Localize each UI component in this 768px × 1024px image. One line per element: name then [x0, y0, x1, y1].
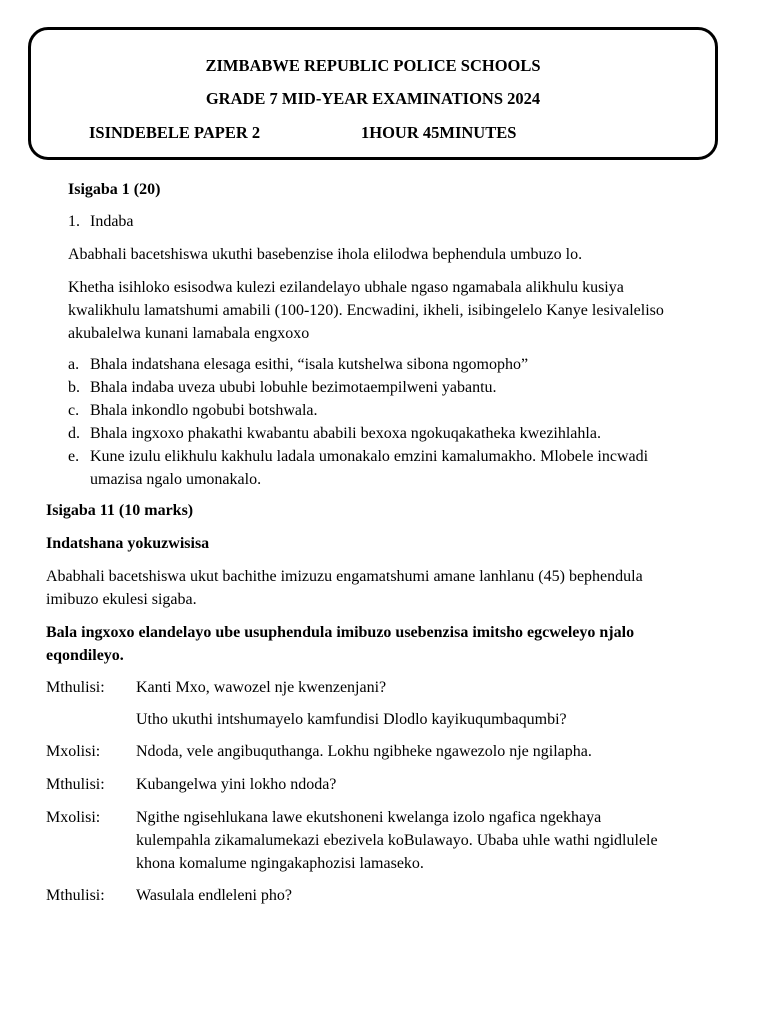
option-letter: e. — [68, 448, 80, 465]
section1-paragraph-line: Khetha isihloko esisodwa kulezi ezilandelayo ubhale ngaso ngamabala alikhulu kusiya — [68, 279, 624, 296]
question-number: 1. — [68, 213, 80, 230]
option-letter: a. — [68, 356, 80, 373]
section1-paragraph-line: kwalikhulu lamatshumi amabili (100-120). Encwadini, ikheli, isibingelelo Kanye lesivaleliso — [68, 302, 664, 319]
dialogue-speaker: Mxolisi: — [46, 743, 101, 760]
option-letter: d. — [68, 425, 80, 442]
option-text: Bhala indatshana elesaga esithi, “isala kutshelwa sibona ngomopho” — [90, 356, 529, 373]
exam-duration: 1HOUR 45MINUTES — [361, 123, 517, 142]
dialogue-line: Utho ukuthi intshumayelo kamfundisi Dlodlo kayikuqumbaqumbi? — [136, 711, 567, 728]
option-text: Bhala ingxoxo phakathi kwabantu ababili bexoxa ngokuqakatheka kwezihlahla. — [90, 425, 601, 442]
dialogue-line: Ngithe ngisehlukana lawe ekutshoneni kwelanga izolo ngafica ngekhaya — [136, 809, 602, 826]
option-text: umazisa ngalo umonakalo. — [90, 471, 262, 488]
dialogue-speaker: Mthulisi: — [46, 679, 105, 696]
dialogue-speaker: Mxolisi: — [46, 809, 101, 826]
dialogue-speaker: Mthulisi: — [46, 887, 105, 904]
dialogue-line: kulempahla zikamalumekazi ebezivela koBulawayo. Ubaba uhle wathi ngidlulele — [136, 832, 658, 849]
section2-title: Isigaba 11 (10 marks) — [46, 502, 194, 519]
option-letter: c. — [68, 402, 80, 419]
question-title: Indaba — [90, 213, 134, 230]
option-text: Bhala indaba uveza ububi lobuhle bezimotaempilweni yabantu. — [90, 379, 497, 396]
dialogue-line: Wasulala endleleni pho? — [136, 887, 292, 904]
section1-instruction: Ababhali bacetshiswa ukuthi basebenzise ihola elilodwa bephendula umbuzo lo. — [68, 246, 583, 263]
reading-instruction-line: Bala ingxoxo elandelayo ube usuphendula imibuzo usebenzisa imitsho egcweleyo njalo — [46, 624, 635, 641]
section2-instruction-line: Ababhali bacetshiswa ukut bachithe imizuzu engamatshumi amane lanhlanu (45) bephendula — [46, 568, 643, 585]
dialogue-line: Ndoda, vele angibuquthanga. Lokhu ngibheke ngawezolo nje ngilapha. — [136, 743, 592, 760]
paper-name: ISINDEBELE PAPER 2 — [89, 123, 261, 142]
dialogue-line: Kubangelwa yini lokho ndoda? — [136, 776, 337, 793]
dialogue-speaker: Mthulisi: — [46, 776, 105, 793]
exam-header-box — [28, 27, 718, 160]
section2-subtitle: Indatshana yokuzwisisa — [46, 535, 210, 552]
dialogue-line: khona komalume ngingakaphozisi lamaseko. — [136, 855, 424, 872]
reading-instruction-line: eqondileyo. — [46, 647, 124, 664]
section1-paragraph-line: akubalelwa kunani lamabala engxoxo — [68, 325, 310, 342]
school-name: ZIMBABWE REPUBLIC POLICE SCHOOLS — [205, 56, 541, 75]
option-text: Kune izulu elikhulu kakhulu ladala umonakalo emzini kamalumakho. Mlobele incwadi — [90, 448, 649, 465]
option-text: Bhala inkondlo ngobubi botshwala. — [90, 402, 318, 419]
dialogue-line: Kanti Mxo, wawozel nje kwenzenjani? — [136, 679, 387, 696]
section2-instruction-line: imibuzo ekulesi sigaba. — [46, 591, 197, 608]
section1-title: Isigaba 1 (20) — [68, 181, 161, 198]
exam-title: GRADE 7 MID-YEAR EXAMINATIONS 2024 — [205, 89, 541, 108]
option-letter: b. — [68, 379, 80, 396]
